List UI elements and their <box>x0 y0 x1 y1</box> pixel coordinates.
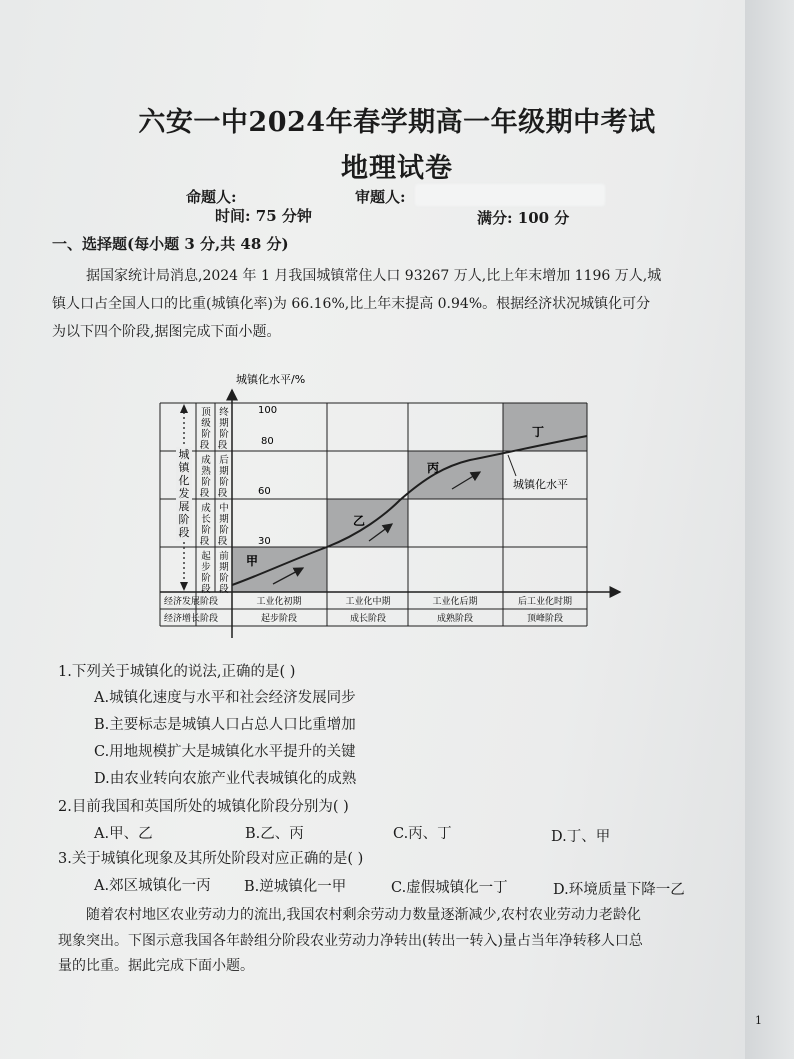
row1-cell: 工业化后期 <box>432 597 478 607</box>
intro2-line-2: 现象突出。下图示意我国各年龄组分阶段农业劳动力净转出(转出一转入)量占当年净转移人口总 <box>58 933 643 949</box>
intro2-line-1: 随着农村地区农业劳动力的流出,我国农村剩余劳动力数量逐渐减少,农村农业劳动力老龄化 <box>86 907 641 923</box>
q2-option-c: C.丙、丁 <box>393 826 452 842</box>
row2-header: 经济增长阶段 <box>164 614 219 624</box>
dotted-arrow-down <box>180 582 188 591</box>
page-number: 1 <box>755 1014 762 1027</box>
row2-cell: 顶峰阶段 <box>526 614 564 624</box>
q1-option-d: D.由农业转向农旅产业代表城镇化的成熟 <box>94 771 357 787</box>
row1-header: 经济发展阶段 <box>164 597 219 607</box>
q1-option-c: C.用地规模扩大是城镇化水平提升的关键 <box>94 744 356 760</box>
intro-line-3: 为以下四个阶段,据图完成下面小题。 <box>52 324 281 340</box>
score-label: 满分: 100 分 <box>477 209 570 227</box>
curve-label: 城镇化水平 <box>513 478 568 491</box>
box-bing <box>408 451 503 499</box>
q3-option-d: D.环境质量下降一乙 <box>553 882 685 898</box>
subject-title: 地理试卷 <box>341 153 453 184</box>
row2-cell: 成长阶段 <box>349 614 387 624</box>
label-jia: 甲 <box>246 554 259 568</box>
row1-cell: 后工业化时期 <box>517 597 573 607</box>
intro2-line-3: 量的比重。据此完成下面小题。 <box>58 958 254 974</box>
intro-line-1: 据国家统计局消息,2024 年 1 月我国城镇常住人口 93267 万人,比上年末增加 1196 万人,城 <box>86 268 662 284</box>
q3-option-c: C.虚假城镇化一丁 <box>391 880 508 896</box>
intro-line-2: 镇人口占全国人口的比重(城镇化率)为 66.16%,比上年末提高 0.94%。根据经济状况城镇化可分 <box>52 296 651 312</box>
row1-cell: 工业化初期 <box>256 597 302 607</box>
reviewer-label: 审题人: <box>355 188 406 206</box>
tick-80: 80 <box>261 436 274 447</box>
q2-option-d: D.丁、甲 <box>551 829 611 845</box>
label-ding: 丁 <box>532 425 545 439</box>
q1-option-a: A.城镇化速度与水平和社会经济发展同步 <box>94 690 356 706</box>
curve-label-leader <box>508 455 516 476</box>
label-yi: 乙 <box>353 514 366 528</box>
q2-option-b: B.乙、丙 <box>245 826 304 842</box>
vertical-axis-label: 城镇化发展阶段 <box>178 448 190 539</box>
q3-option-a: A.郊区城镇化一丙 <box>94 878 211 894</box>
row2-cell: 成熟阶段 <box>436 614 474 624</box>
question-3-stem: 3.关于城镇化现象及其所处阶段对应正确的是( ) <box>58 851 364 867</box>
stage-names: 顶级阶段 成熟阶段 成长阶段 起步阶段 <box>199 407 211 595</box>
tick-30: 30 <box>258 536 271 547</box>
tick-60: 60 <box>258 486 271 497</box>
row1-cell: 工业化中期 <box>345 597 391 607</box>
period-names: 终期阶段 后期阶段 中期阶段 前期阶段 <box>217 407 229 595</box>
section-heading: 一、选择题(每小题 3 分,共 48 分) <box>52 235 289 253</box>
row2-cell: 起步阶段 <box>260 614 298 624</box>
time-label: 时间: 75 分钟 <box>215 207 312 225</box>
label-bing: 丙 <box>427 461 440 475</box>
tick-100: 100 <box>258 405 278 416</box>
setter-label: 命题人: <box>186 188 237 206</box>
y-axis-label: 城镇化水平/% <box>236 373 306 386</box>
q2-option-a: A.甲、乙 <box>94 826 153 842</box>
question-2-stem: 2.目前我国和英国所处的城镇化阶段分别为( ) <box>58 799 349 815</box>
q1-option-b: B.主要标志是城镇人口占总人口比重增加 <box>94 717 356 733</box>
box-yi <box>327 499 408 547</box>
question-1-stem: 1.下列关于城镇化的说法,正确的是( ) <box>58 664 296 680</box>
dotted-arrow-up <box>180 404 188 413</box>
q3-option-b: B.逆城镇化一甲 <box>244 879 347 895</box>
exam-title: 六安一中2024年春学期高一年级期中考试 <box>138 107 656 138</box>
